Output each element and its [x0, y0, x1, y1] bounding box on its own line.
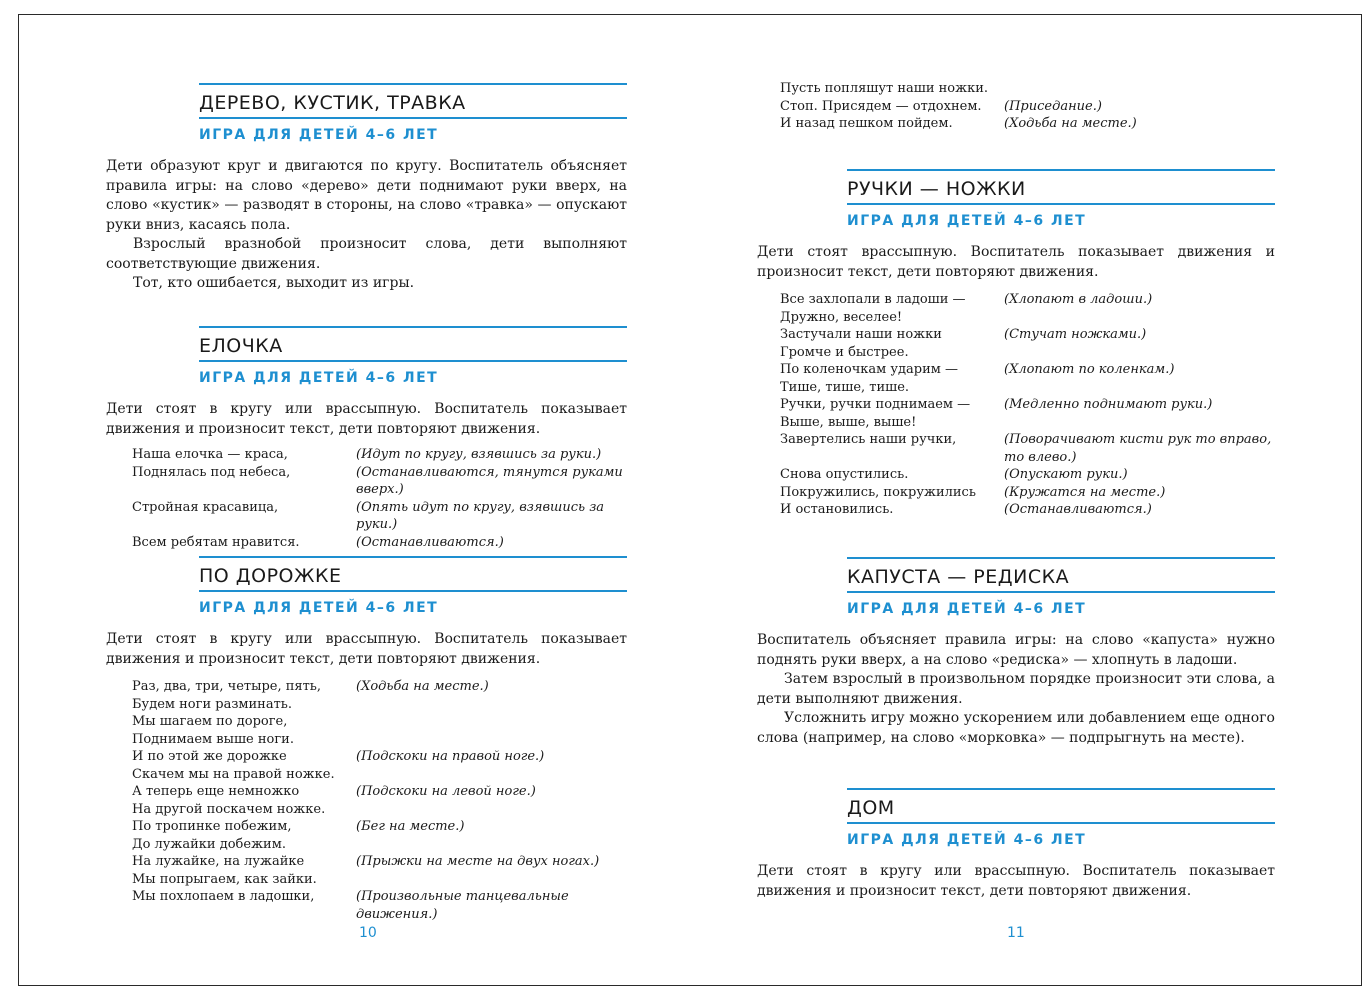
verse-row [780, 501, 1275, 519]
section-ruchki-nozhki [757, 169, 1275, 519]
verse-row [132, 696, 627, 714]
verse-line [780, 449, 1004, 467]
verse-note [356, 731, 627, 749]
verse-note: (Медленно поднимают руки.) [1004, 397, 1213, 412]
verse-row [780, 80, 1260, 98]
verse-line: Мы похлопаем в ладошки, [132, 889, 315, 904]
verse-row [132, 766, 627, 784]
paragraph: Воспитатель объясняет правила игры: на слово «капуста» нужно поднять руки вверх, а на слово «редиска» — хлопнуть в ладоши. [757, 632, 1275, 668]
verse-note: (Опускают руки.) [1004, 467, 1128, 482]
page-number: 10 [359, 925, 377, 941]
page-number: 11 [1007, 925, 1025, 941]
verse-row [132, 836, 627, 854]
verse-note: (Ходьба на месте.) [356, 679, 489, 694]
paragraph: Тот, кто ошибается, выходит из игры. [133, 275, 415, 291]
paragraph: Дети стоят в кругу или врассыпную. Воспитатель показывает движения и произносит текст, дети повторяют движения. [106, 401, 627, 437]
verse-line: Мы шагаем по дороге, [132, 714, 288, 729]
section-title: РУЧКИ — НОЖКИ [847, 178, 1026, 200]
verse-note: (Опять идут по кругу, взявшись за руки.) [356, 499, 605, 532]
section-title: КАПУСТА — РЕДИСКА [847, 566, 1070, 588]
section-elochka [106, 326, 627, 551]
verse-note [1004, 80, 1260, 98]
verse-note: (Идут по кругу, взявшись за руки.) [356, 447, 602, 462]
verse-row [132, 713, 627, 731]
section-po-dorozhke [106, 556, 627, 923]
verse-note: (Хлопают по коленкам.) [1004, 362, 1175, 377]
verse-row [132, 801, 627, 819]
verse-line: Дружно, веселее! [780, 309, 903, 325]
verse-note: то влево.) [1004, 449, 1077, 465]
verse-row [780, 466, 1275, 484]
verse-note [1004, 379, 1275, 397]
verse-note: (Останавливаются.) [356, 534, 504, 550]
verse-line: Всем ребятам нравится. [132, 534, 300, 550]
verse-row [780, 115, 1260, 133]
book-spread [18, 14, 1362, 986]
verse-note: (Прыжки на месте на двух ногах.) [356, 854, 600, 869]
verse-note: (Кружатся на месте.) [1004, 484, 1166, 500]
verse-line: И по этой же дорожке [132, 749, 287, 764]
verse-row [132, 534, 627, 552]
verse-line: Пусть попляшут наши ножки. [780, 81, 989, 96]
verse-note [1004, 344, 1275, 362]
verse-line: И назад пешком пойдем. [780, 116, 953, 131]
paragraph: Взрослый вразнобой произносит слова, дети выполняют соответствующие движения. [106, 236, 627, 272]
section-title: ДЕРЕВО, КУСТИК, ТРАВКА [199, 92, 466, 114]
verse-line: Завертелись наши ручки, [780, 432, 957, 447]
verse-line: Поднялась под небеса, [132, 464, 291, 480]
verse-line: Снова опустились. [780, 467, 909, 482]
paragraph: Дети стоят в кругу или врассыпную. Воспитатель показывает движения и произносит текст, дети повторяют движения. [757, 863, 1275, 899]
verse-note [356, 801, 627, 819]
verse-row [132, 678, 627, 696]
verse-row [780, 414, 1275, 432]
verse-note [356, 871, 627, 889]
verse-row [780, 326, 1275, 344]
verse-row [132, 446, 627, 464]
section-subtitle: ИГРА ДЛЯ ДЕТЕЙ 4–6 ЛЕТ [199, 600, 439, 616]
verse-line: Поднимаем выше ноги. [132, 731, 294, 747]
section-title: ПО ДОРОЖКЕ [199, 565, 342, 587]
verse-line: На лужайке, на лужайке [132, 854, 305, 869]
verse-note [356, 713, 627, 731]
paragraph: Дети стоят врассыпную. Воспитатель показывает движения и произносит текст, дети повторяют движения. [757, 244, 1275, 280]
section-title: ЕЛОЧКА [199, 335, 283, 357]
section-subtitle: ИГРА ДЛЯ ДЕТЕЙ 4–6 ЛЕТ [199, 127, 439, 143]
verse-line: Громче и быстрее. [780, 344, 909, 360]
verse-note: (Стучат ножками.) [1004, 327, 1147, 342]
verse-block [132, 446, 627, 551]
verse-line: Скачем мы на правой ножке. [132, 766, 335, 782]
verse-line: Раз, два, три, четыре, пять, [132, 679, 322, 694]
section-subtitle: ИГРА ДЛЯ ДЕТЕЙ 4–6 ЛЕТ [847, 601, 1087, 617]
verse-line: Тише, тише, тише. [780, 379, 910, 395]
paragraph: Затем взрослый в произвольном порядке произносит эти слова, а дети выполняют движения. [757, 671, 1275, 707]
verse-line: Мы попрыгаем, как зайки. [132, 871, 317, 887]
verse-note: (Подскоки на левой ноге.) [356, 784, 536, 799]
verse-row [132, 464, 627, 499]
verse-block [780, 291, 1275, 519]
verse-note [356, 696, 627, 714]
verse-row [132, 731, 627, 749]
paragraph: Дети образуют круг и двигаются по кругу. Воспитатель объясняет правила игры: на слово «дерево» дети поднимают руки вверх, на слово «кустик» — разводят в стороны, на слово «травка» — опускают руки вниз, касаясь пола. [106, 158, 627, 233]
verse-line: Выше, выше, выше! [780, 414, 917, 430]
verse-note [1004, 414, 1275, 432]
verse-line: Стройная красавица, [132, 499, 279, 515]
verse-note: (Приседание.) [1004, 98, 1102, 114]
verse-note: (Бег на месте.) [356, 819, 465, 834]
verse-line: По коленочкам ударим — [780, 362, 959, 377]
section-subtitle: ИГРА ДЛЯ ДЕТЕЙ 4–6 ЛЕТ [847, 213, 1087, 229]
verse-row [780, 309, 1275, 327]
section-derevo [106, 83, 627, 294]
verse-line: Все захлопали в ладоши — [780, 292, 966, 307]
verse-row [132, 748, 627, 766]
section-subtitle: ИГРА ДЛЯ ДЕТЕЙ 4–6 ЛЕТ [199, 370, 439, 386]
verse-note: (Подскоки на правой ноге.) [356, 749, 545, 764]
verse-note: (Ходьба на месте.) [1004, 116, 1137, 131]
verse-note [356, 766, 627, 784]
verse-note: (Останавливаются, тянутся руками вверх.) [356, 464, 623, 497]
verse-row [132, 853, 627, 871]
verse-row [132, 871, 627, 889]
verse-row [780, 449, 1275, 467]
verse-row [780, 396, 1275, 414]
verse-line: Покружились, покружились [780, 484, 976, 500]
section-subtitle: ИГРА ДЛЯ ДЕТЕЙ 4–6 ЛЕТ [847, 832, 1087, 848]
verse-block [132, 678, 627, 923]
verse-note [356, 836, 627, 854]
paragraph: Дети стоят в кругу или врассыпную. Воспитатель показывает движения и произносит текст, дети повторяют движения. [106, 631, 627, 667]
verse-row [132, 499, 627, 534]
verse-line: Наша елочка — краса, [132, 447, 288, 462]
verse-row [780, 379, 1275, 397]
verse-line: Ручки, ручки поднимаем — [780, 397, 971, 412]
verse-line: Стоп. Присядем — отдохнем. [780, 98, 982, 114]
verse-note: (Хлопают в ладоши.) [1004, 292, 1153, 307]
verse-line: Застучали наши ножки [780, 327, 942, 342]
verse-note: (Произвольные танцевальные движения.) [356, 889, 569, 922]
verse-row [132, 783, 627, 801]
verse-row [780, 291, 1275, 309]
verse-row [780, 484, 1275, 502]
section-dom [757, 788, 1275, 901]
verse-continuation [780, 80, 1260, 133]
verse-row [780, 98, 1260, 116]
verse-line: А теперь еще немножко [132, 784, 300, 799]
verse-row [132, 888, 627, 923]
verse-row [780, 344, 1275, 362]
verse-line: До лужайки добежим. [132, 836, 286, 852]
verse-line: По тропинке побежим, [132, 819, 292, 834]
verse-line: На другой поскачем ножке. [132, 801, 326, 817]
section-title: ДОМ [847, 797, 895, 819]
verse-note: (Поворачивают кисти рук то вправо, [1004, 432, 1272, 447]
paragraph: Усложнить игру можно ускорением или добавлением еще одного слова (например, на слово «морковка» — подпрыгнуть на месте). [757, 710, 1275, 746]
verse-line: Будем ноги разминать. [132, 696, 292, 712]
section-kapusta-rediska [757, 557, 1275, 748]
verse-row [780, 361, 1275, 379]
verse-row [132, 818, 627, 836]
verse-note: (Останавливаются.) [1004, 502, 1152, 517]
verse-line: И остановились. [780, 502, 894, 517]
verse-row [780, 431, 1275, 449]
verse-note [1004, 309, 1275, 327]
